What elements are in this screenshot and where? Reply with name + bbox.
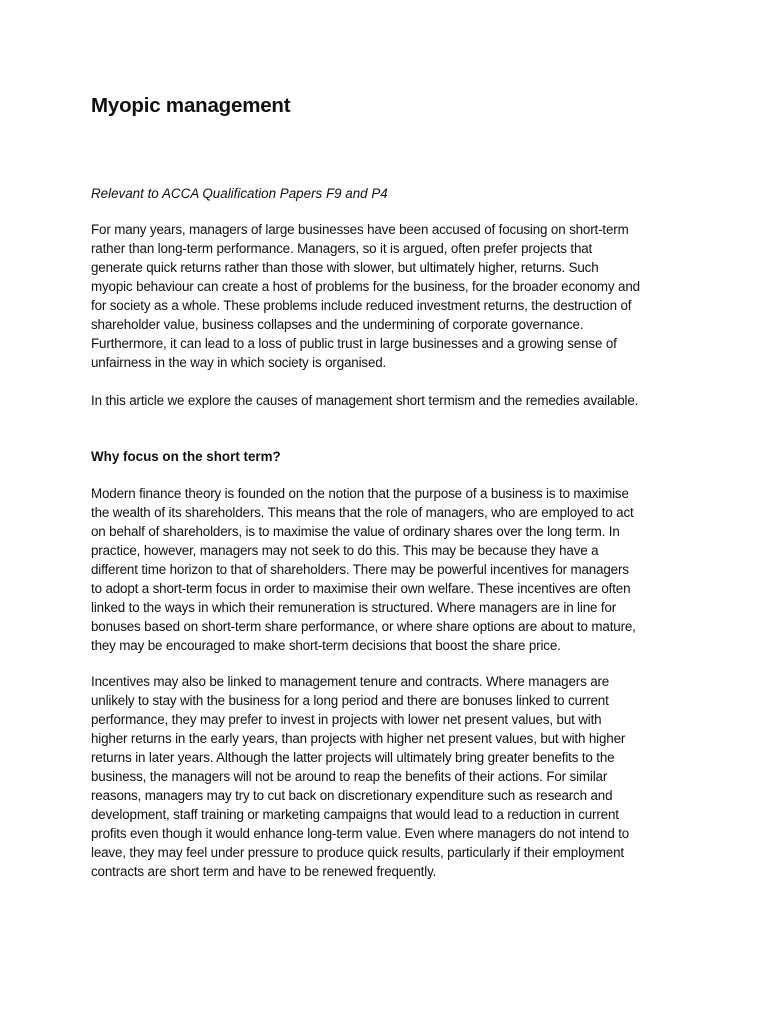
theory-line: bonuses based on short-term share performance, or where share options are about to mature, — [91, 619, 636, 634]
incentives-line: reasons, managers may try to cut back on discretionary expenditure such as research and — [91, 788, 613, 803]
theory-line: different time horizon to that of shareholders. There may be powerful incentives for managers — [91, 562, 629, 577]
incentives-line: higher returns in the early years, than projects with higher net present values, but with higher — [91, 731, 626, 746]
theory-line: on behalf of shareholders, is to maximise the value of ordinary shares over the long term. In — [91, 524, 620, 539]
intro-line: for society as a whole. These problems include reduced investment returns, the destruction of — [91, 298, 632, 313]
intro-line: generate quick returns rather than those with slower, but ultimately higher, returns. Such — [91, 260, 599, 275]
intro-line: Furthermore, it can lead to a loss of public trust in large businesses and a growing sense of — [91, 336, 617, 351]
incentives-line: leave, they may feel under pressure to produce quick results, particularly if their employment — [91, 845, 624, 860]
theory-line: they may be encouraged to make short-term decisions that boost the share price. — [91, 638, 561, 653]
incentives-line: contracts are short term and have to be renewed frequently. — [91, 864, 437, 879]
article-scope-paragraph — [91, 391, 681, 410]
incentives-line: performance, they may prefer to invest in projects with lower net present values, but with — [91, 712, 602, 727]
document-title: Myopic management — [91, 94, 291, 117]
incentives-line: returns in later years. Although the latter projects will ultimately bring greater benefits to the — [91, 750, 615, 765]
theory-paragraph — [91, 484, 681, 655]
intro-line: For many years, managers of large businesses have been accused of focusing on short-term — [91, 222, 629, 237]
incentives-line: profits even though it would enhance long-term value. Even where managers do not intend to — [91, 826, 630, 841]
incentives-line: business, the managers will not be around to reap the benefits of their actions. For similar — [91, 769, 608, 784]
theory-line: to adopt a short-term focus in order to maximise their own welfare. These incentives are often — [91, 581, 631, 596]
incentives-line: unlikely to stay with the business for a long period and there are bonuses linked to current — [91, 693, 609, 708]
intro-line: myopic behaviour can create a host of problems for the business, for the broader economy and — [91, 279, 640, 294]
theory-line: practice, however, managers may not seek to do this. This may be because they have a — [91, 543, 599, 558]
theory-line: Modern finance theory is founded on the notion that the purpose of a business is to maximise — [91, 486, 629, 501]
intro-line: rather than long-term performance. Managers, so it is argued, often prefer projects that — [91, 241, 593, 256]
article-scope-line: In this article we explore the causes of management short termism and the remedies available. — [91, 393, 639, 408]
incentives-paragraph — [91, 672, 681, 881]
intro-paragraph — [91, 220, 681, 372]
section-heading: Why focus on the short term? — [91, 449, 281, 464]
theory-line: the wealth of its shareholders. This means that the role of managers, who are employed to act — [91, 505, 634, 520]
intro-line: unfairness in the way in which society is organised. — [91, 355, 387, 370]
incentives-line: Incentives may also be linked to management tenure and contracts. Where managers are — [91, 674, 610, 689]
incentives-line: development, staff training or marketing campaigns that would lead to a reduction in current — [91, 807, 619, 822]
intro-line: shareholder value, business collapses and the undermining of corporate governance. — [91, 317, 584, 332]
theory-line: linked to the ways in which their remuneration is structured. Where managers are in line for — [91, 600, 617, 615]
document-subtitle: Relevant to ACCA Qualification Papers F9 and P4 — [91, 186, 388, 201]
